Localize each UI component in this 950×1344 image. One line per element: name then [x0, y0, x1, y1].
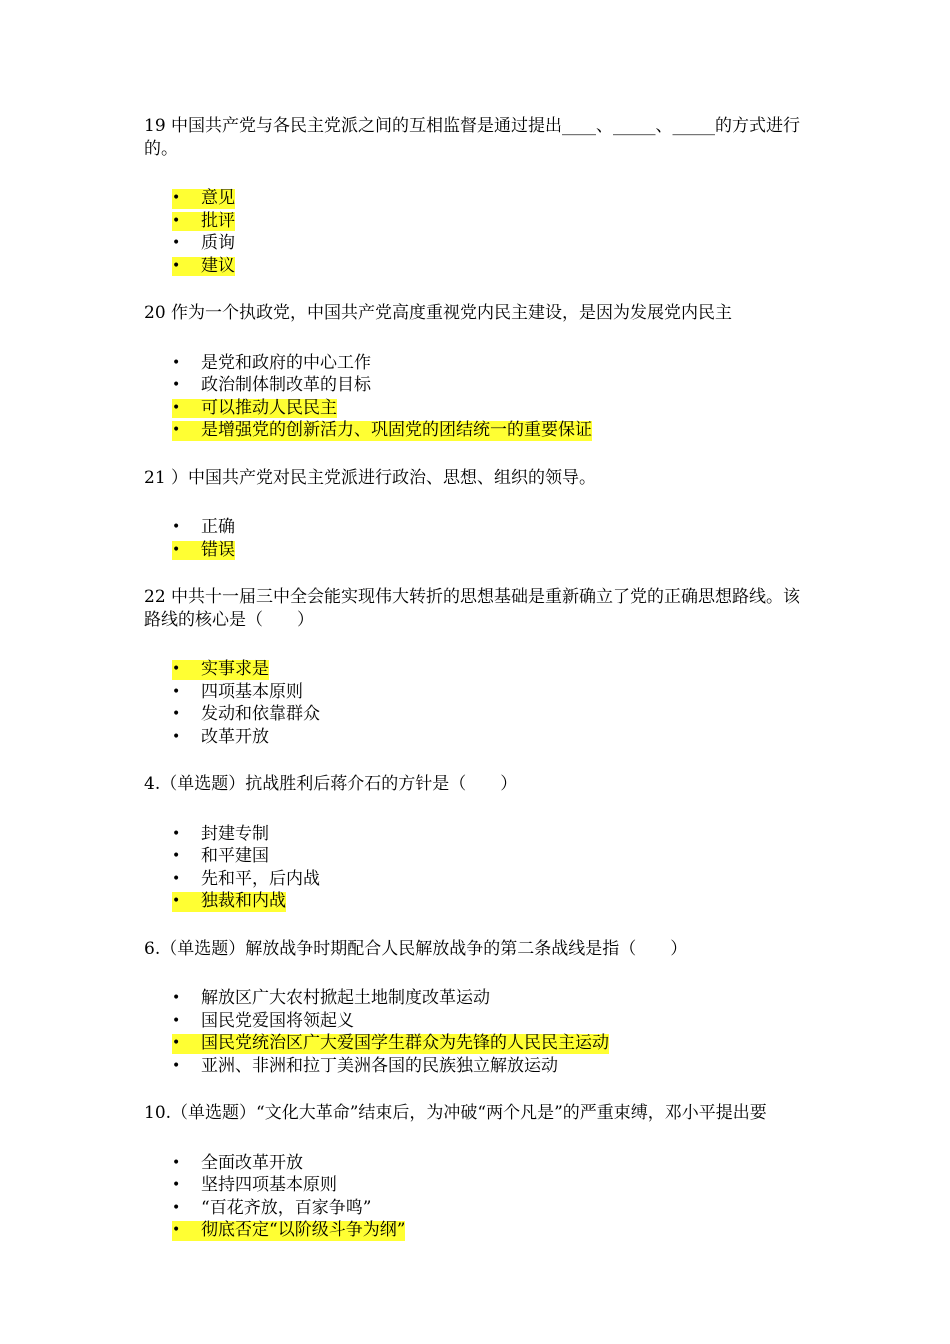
- bullet-icon: •: [172, 683, 181, 700]
- option-item: [144, 1197, 808, 1220]
- option-item: [144, 681, 808, 704]
- option-item: [144, 987, 808, 1010]
- option-label: 批评: [201, 210, 235, 231]
- option-label: 正确: [201, 517, 235, 537]
- bullet-icon: •: [172, 257, 181, 274]
- option-list: [144, 823, 808, 913]
- bullet-icon: •: [172, 190, 181, 206]
- option-label: 可以推动人民民主: [201, 397, 337, 418]
- option-label: 发动和依靠群众: [201, 704, 320, 724]
- highlighted-option: [144, 1219, 808, 1242]
- question-text: 22 中共十一届三中全会能实现伟大转折的思想基础是重新确立了党的正确思想路线。该路线的核心是（ ）: [144, 587, 801, 630]
- option-label: 建议: [201, 255, 235, 276]
- bullet-icon: •: [172, 377, 181, 393]
- option-item: [144, 845, 808, 868]
- option-item: [144, 516, 808, 539]
- question-text: 6.（单选题）解放战争时期配合人民解放战争的第二条战线是指（ ）: [144, 938, 688, 959]
- bullet-icon: •: [172, 235, 181, 251]
- option-item: [144, 1174, 808, 1197]
- bullet-icon: •: [172, 825, 181, 842]
- option-item: [144, 703, 808, 726]
- option-list: [144, 1152, 808, 1242]
- option-label: 坚持四项基本原则: [201, 1175, 337, 1195]
- bullet-icon: •: [172, 399, 181, 416]
- option-item: [144, 1152, 808, 1175]
- option-label: 政治制体制改革的目标: [201, 375, 371, 395]
- highlighted-option: [144, 658, 808, 681]
- option-label: 先和平，后内战: [201, 868, 320, 889]
- highlighted-option: [144, 1032, 808, 1055]
- option-list: [144, 352, 808, 442]
- document-page: [144, 115, 808, 1267]
- bullet-icon: •: [172, 1012, 181, 1029]
- bullet-icon: •: [172, 893, 181, 909]
- highlighted-option: [144, 419, 808, 442]
- option-label: 解放区广大农村掀起土地制度改革运动: [201, 988, 490, 1008]
- option-label: “百花齐放，百家争鸣”: [201, 1197, 372, 1218]
- option-label: 全面改革开放: [201, 1152, 303, 1173]
- bullet-icon: •: [172, 1057, 181, 1074]
- highlighted-option: [144, 187, 808, 210]
- question-block: [144, 302, 808, 442]
- highlighted-option: [144, 890, 808, 913]
- option-label: 亚洲、非洲和拉丁美洲各国的民族独立解放运动: [201, 1055, 558, 1076]
- option-label: 实事求是: [201, 659, 269, 679]
- option-list: [144, 187, 808, 277]
- option-item: [144, 232, 808, 255]
- option-item: [144, 1010, 808, 1033]
- question-text: 20 作为一个执政党，中国共产党高度重视党内民主建设，是因为发展党内民主: [144, 303, 733, 323]
- option-label: 质询: [201, 233, 235, 253]
- highlighted-option: [144, 255, 808, 278]
- option-list: [144, 987, 808, 1077]
- question-block: [144, 467, 808, 562]
- option-item: [144, 823, 808, 846]
- option-label: 国民党统治区广大爱国学生群众为先锋的人民民主运动: [201, 1033, 609, 1053]
- option-label: 意见: [201, 188, 235, 208]
- option-label: 国民党爱国将领起义: [201, 1010, 354, 1031]
- question-text: 10.（单选题）“文化大革命”结束后，为冲破“两个凡是”的严重束缚，邓小平提出要: [144, 1103, 767, 1123]
- option-item: [144, 726, 808, 749]
- bullet-icon: •: [172, 541, 181, 558]
- bullet-icon: •: [172, 422, 181, 438]
- question-block: [144, 586, 808, 748]
- option-list: [144, 658, 808, 748]
- option-label: 是党和政府的中心工作: [201, 352, 371, 373]
- bullet-icon: •: [172, 1222, 181, 1238]
- option-label: 封建专制: [201, 823, 269, 844]
- highlighted-option: [144, 397, 808, 420]
- bullet-icon: •: [172, 990, 181, 1006]
- option-item: [144, 352, 808, 375]
- question-block: [144, 1102, 808, 1242]
- option-item: [144, 1055, 808, 1078]
- bullet-icon: •: [172, 354, 181, 371]
- question-block: [144, 773, 808, 913]
- bullet-icon: •: [172, 661, 181, 677]
- question-text: 19 中国共产党与各民主党派之间的互相监督是通过提出____、_____、_____的方式进行的。: [144, 116, 801, 159]
- bullet-icon: •: [172, 870, 181, 887]
- option-label: 错误: [201, 539, 235, 560]
- highlighted-option: [144, 539, 808, 562]
- question-text: 4.（单选题）抗战胜利后蒋介石的方针是（ ）: [144, 774, 518, 794]
- question-text: 21 ）中国共产党对民主党派进行政治、思想、组织的领导。: [144, 467, 597, 488]
- option-label: 和平建国: [201, 846, 269, 866]
- question-block: [144, 115, 808, 277]
- option-label: 四项基本原则: [201, 681, 303, 702]
- question-block: [144, 938, 808, 1078]
- bullet-icon: •: [172, 728, 181, 745]
- bullet-icon: •: [172, 706, 181, 722]
- option-label: 彻底否定“以阶级斗争为纲”: [201, 1220, 406, 1240]
- bullet-icon: •: [172, 1199, 181, 1216]
- option-item: [144, 374, 808, 397]
- bullet-icon: •: [172, 212, 181, 229]
- bullet-icon: •: [172, 519, 181, 535]
- highlighted-option: [144, 210, 808, 233]
- bullet-icon: •: [172, 1177, 181, 1193]
- bullet-icon: •: [172, 1035, 181, 1051]
- option-item: [144, 868, 808, 891]
- option-label: 是增强党的创新活力、巩固党的团结统一的重要保证: [201, 420, 592, 440]
- bullet-icon: •: [172, 848, 181, 864]
- option-label: 改革开放: [201, 726, 269, 747]
- option-label: 独裁和内战: [201, 891, 286, 911]
- option-list: [144, 516, 808, 561]
- bullet-icon: •: [172, 1154, 181, 1171]
